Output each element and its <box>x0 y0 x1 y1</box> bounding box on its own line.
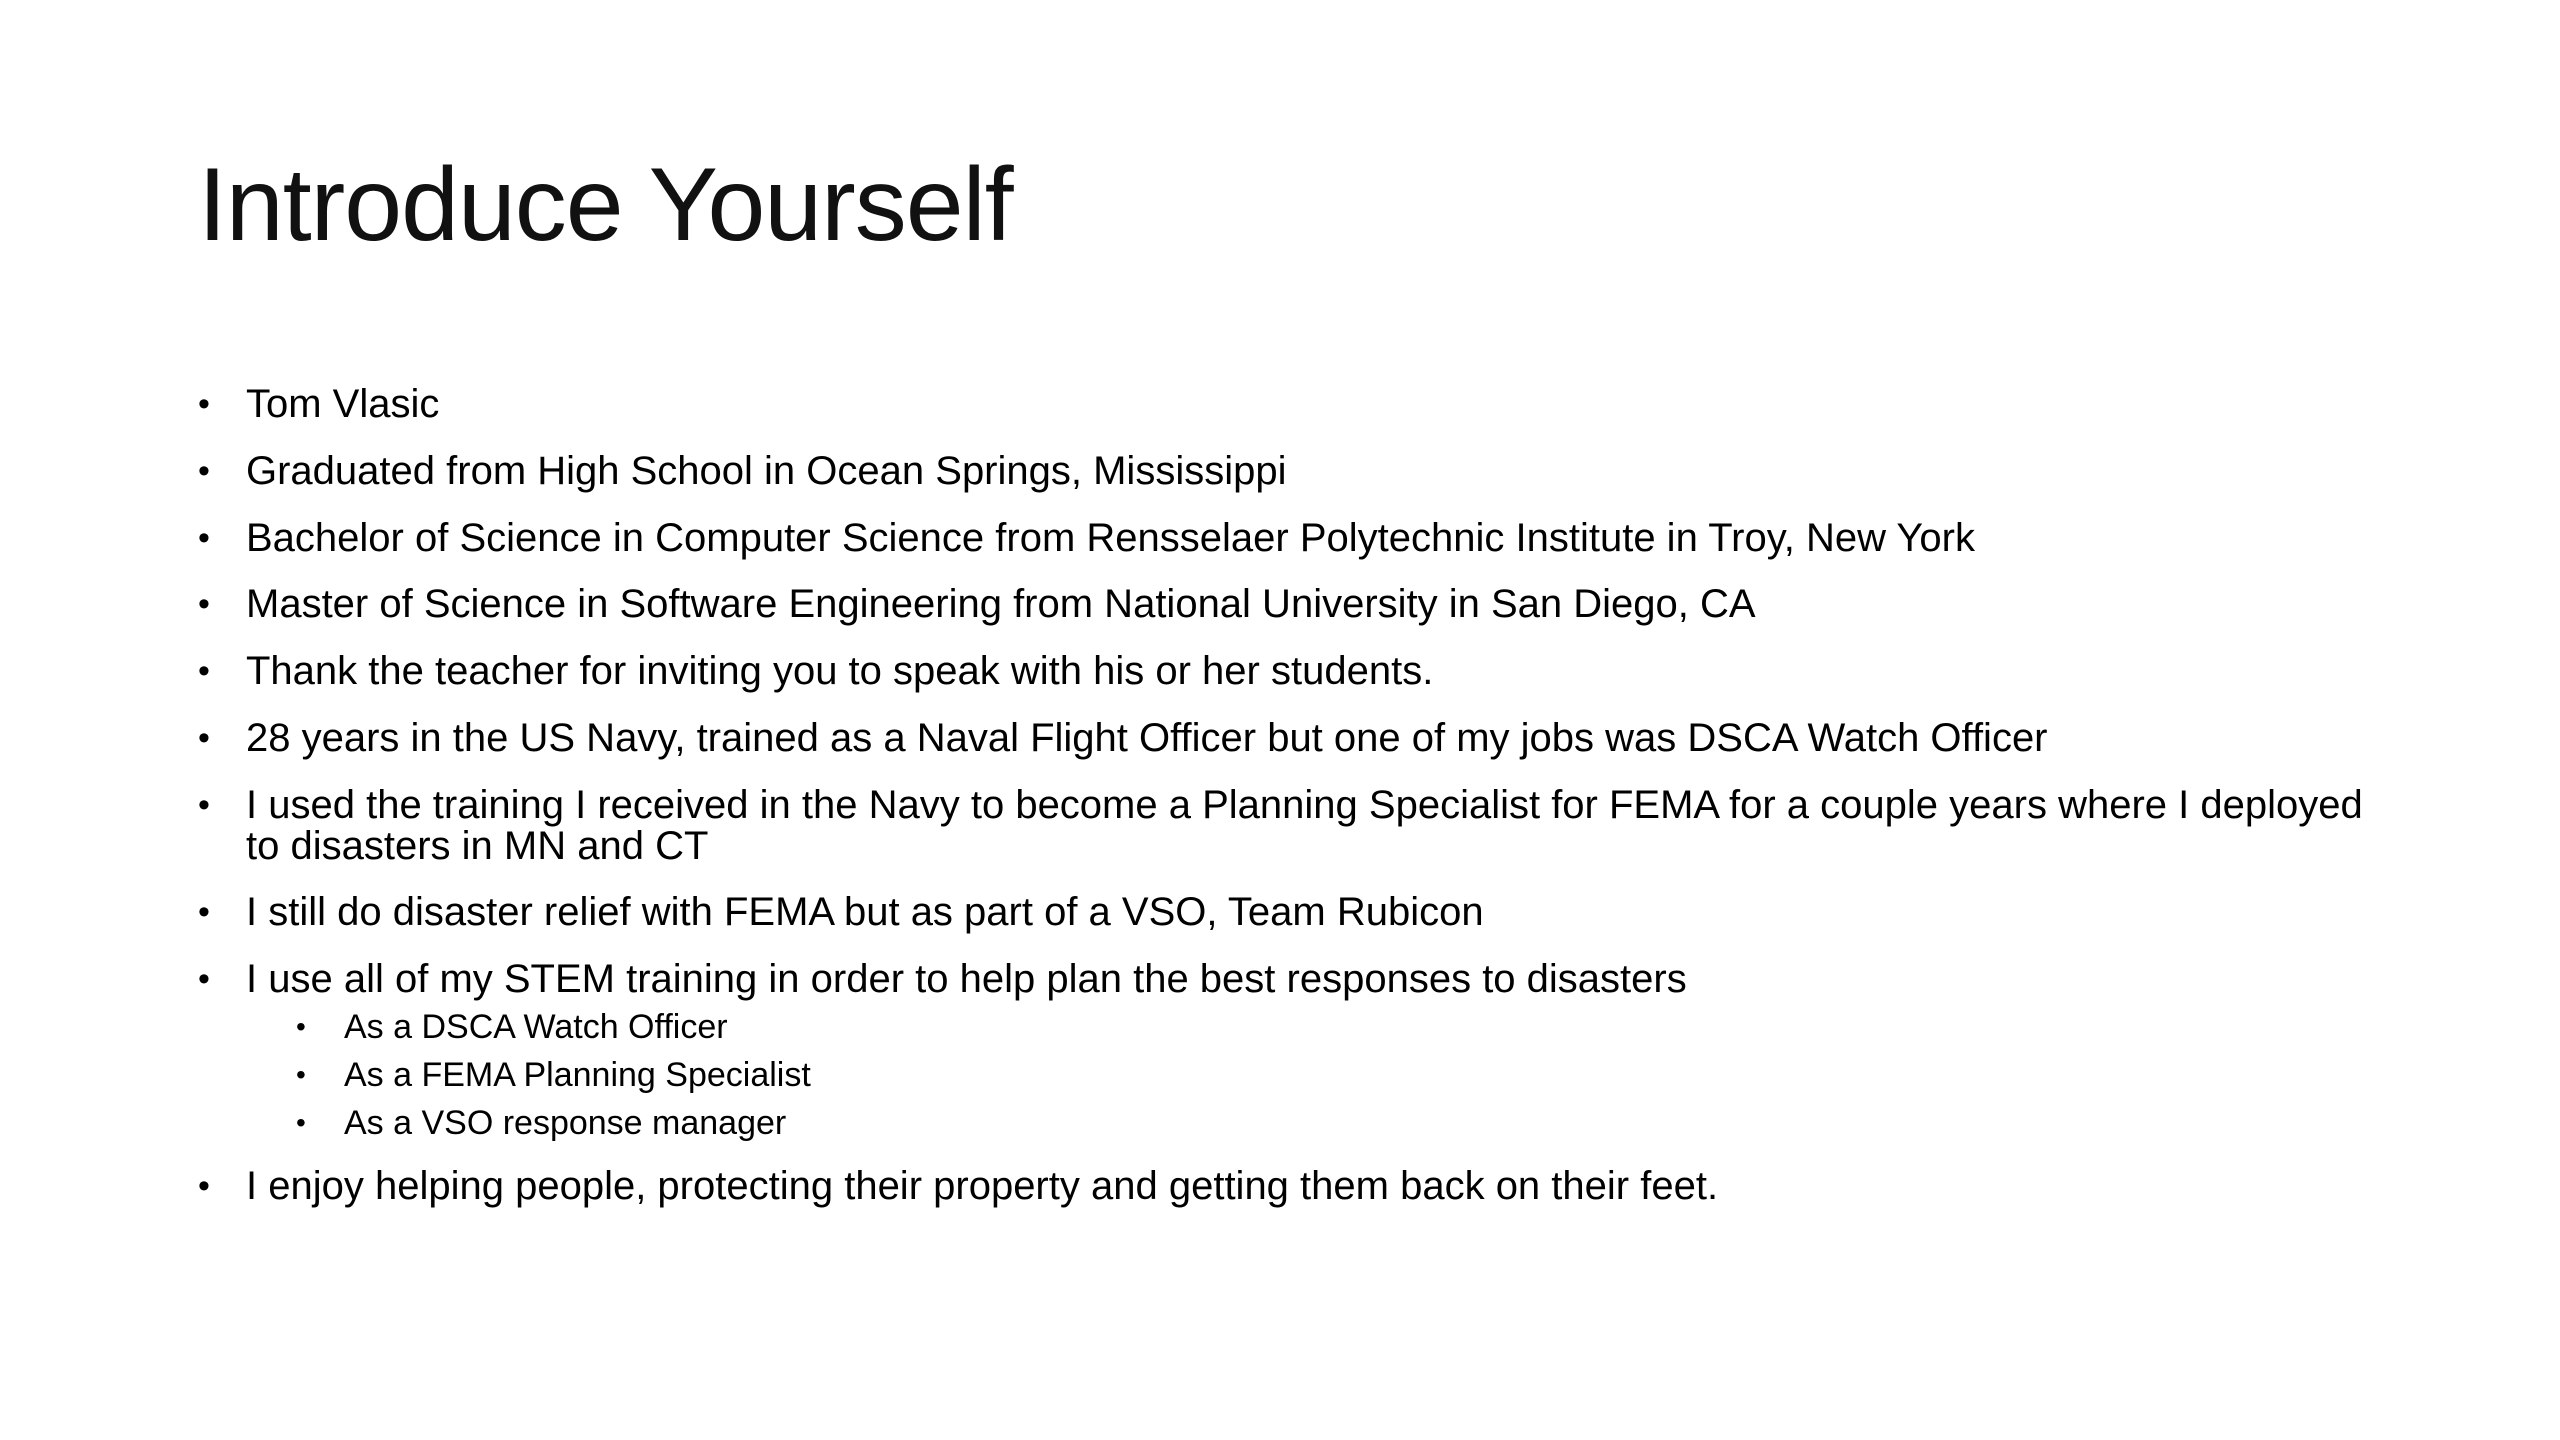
bullet-item-team-rubicon: • I still do disaster relief with FEMA but as part of a VSO, Team Rubicon <box>198 892 2398 933</box>
bullet-item-navy: • 28 years in the US Navy, trained as a Naval Flight Officer but one of my jobs was DSCA Watch Officer <box>198 718 2398 759</box>
sub-bullet-item-dsca: • As a DSCA Watch Officer <box>296 1010 2398 1044</box>
bullet-item-fema-planning: • I used the training I received in the Navy to become a Planning Specialist for FEMA for a couple years where I deployed to disasters in MN and CT <box>198 785 2398 867</box>
bullet-item-stem-training-text: I use all of my STEM training in order to help plan the best responses to disasters <box>246 957 1687 1002</box>
sub-bullet-item-vso: • As a VSO response manager <box>296 1106 2398 1140</box>
slide-title: Introduce Yourself <box>198 147 1013 263</box>
sub-bullet-item-fema: • As a FEMA Planning Specialist <box>296 1058 2398 1092</box>
bullet-item-high-school: • Graduated from High School in Ocean Springs, Mississippi <box>198 451 2398 492</box>
bullet-item-thank-teacher: • Thank the teacher for inviting you to speak with his or her students. <box>198 651 2398 692</box>
bullet-item-name: • Tom Vlasic <box>198 384 2398 425</box>
sub-bullet-list <box>246 1007 2398 1142</box>
bullet-item-bachelor: • Bachelor of Science in Computer Science from Rensselaer Polytechnic Institute in Troy, New York <box>198 518 2398 559</box>
bullet-list <box>198 384 2398 1233</box>
bullet-item-enjoy-helping: • I enjoy helping people, protecting their property and getting them back on their feet. <box>198 1166 2398 1207</box>
bullet-item-stem-training <box>198 959 2398 1140</box>
bullet-item-master: • Master of Science in Software Engineering from National University in San Diego, CA <box>198 584 2398 625</box>
